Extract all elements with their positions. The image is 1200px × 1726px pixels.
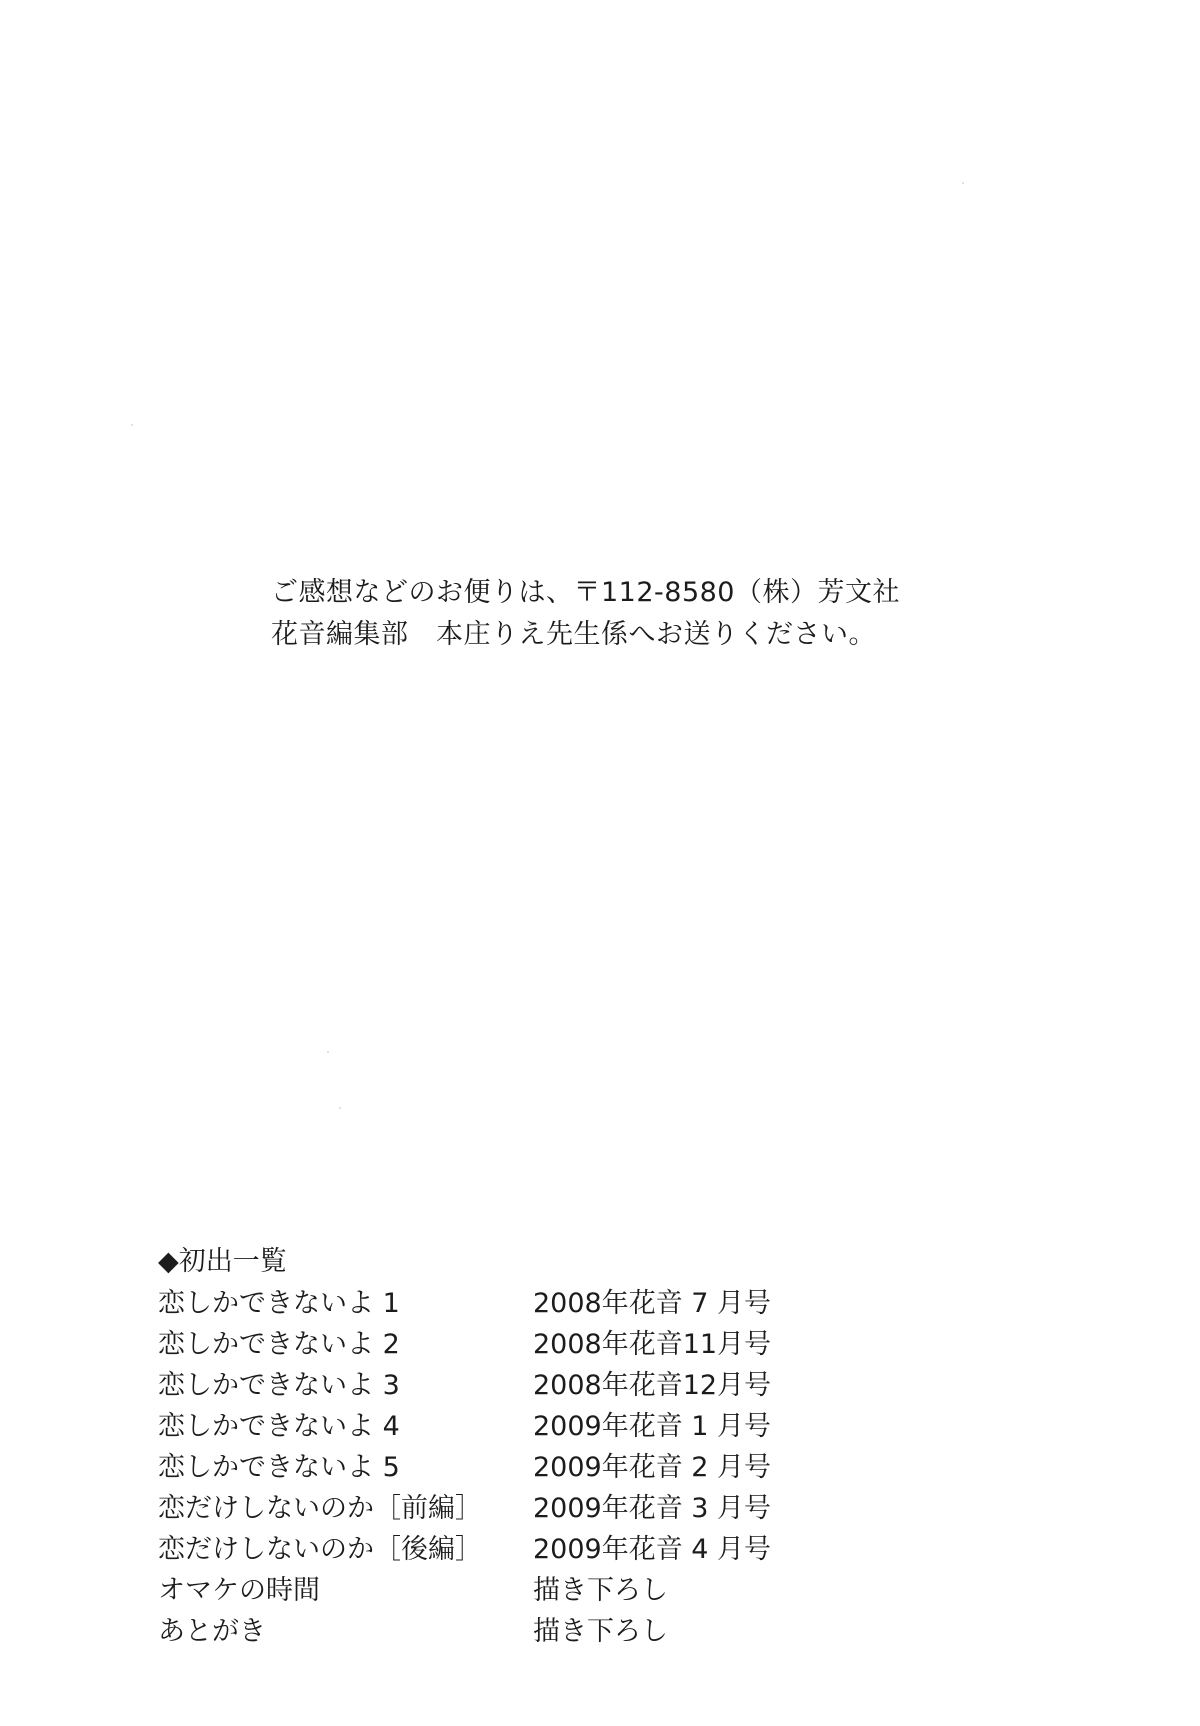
publication-source: 描き下ろし bbox=[533, 1575, 668, 1606]
story-title: あとがき bbox=[158, 1616, 266, 1647]
story-title: 恋だけしないのか［後編］ bbox=[158, 1534, 482, 1565]
story-title: 恋しかできないよ 5 bbox=[158, 1452, 400, 1483]
list-item bbox=[158, 1488, 858, 1529]
publication-source: 2009年花音 1 月号 bbox=[533, 1411, 772, 1442]
paper-speck bbox=[327, 1051, 329, 1053]
reader-mail-address bbox=[271, 572, 971, 656]
paper-speck bbox=[962, 182, 964, 184]
publication-source: 2009年花音 3 月号 bbox=[533, 1493, 772, 1524]
list-item bbox=[158, 1324, 858, 1365]
publication-source: 描き下ろし bbox=[533, 1616, 668, 1647]
first-appearance-heading: ◆初出一覧 bbox=[158, 1246, 287, 1277]
publication-source: 2008年花音 7 月号 bbox=[533, 1288, 772, 1319]
publication-source: 2008年花音12月号 bbox=[533, 1370, 772, 1401]
first-appearance-list bbox=[158, 1241, 858, 1652]
publication-source: 2009年花音 4 月号 bbox=[533, 1534, 772, 1565]
list-item bbox=[158, 1570, 858, 1611]
address-line-1: ご感想などのお便りは、〒112-8580（株）芳文社 bbox=[271, 577, 900, 608]
paper-speck bbox=[131, 424, 133, 426]
publication-source: 2008年花音11月号 bbox=[533, 1329, 772, 1360]
list-item bbox=[158, 1529, 858, 1570]
address-line-2: 花音編集部 本庄りえ先生係へお送りください。 bbox=[271, 619, 876, 650]
list-item bbox=[158, 1283, 858, 1324]
list-item bbox=[158, 1406, 858, 1447]
list-item bbox=[158, 1611, 858, 1652]
story-title: 恋だけしないのか［前編］ bbox=[158, 1493, 482, 1524]
list-item bbox=[158, 1447, 858, 1488]
story-title: オマケの時間 bbox=[158, 1575, 320, 1606]
list-item bbox=[158, 1365, 858, 1406]
story-title: 恋しかできないよ 1 bbox=[158, 1288, 400, 1319]
paper-speck bbox=[339, 1107, 341, 1109]
story-title: 恋しかできないよ 2 bbox=[158, 1329, 400, 1360]
story-title: 恋しかできないよ 4 bbox=[158, 1411, 400, 1442]
story-title: 恋しかできないよ 3 bbox=[158, 1370, 400, 1401]
publication-source: 2009年花音 2 月号 bbox=[533, 1452, 772, 1483]
